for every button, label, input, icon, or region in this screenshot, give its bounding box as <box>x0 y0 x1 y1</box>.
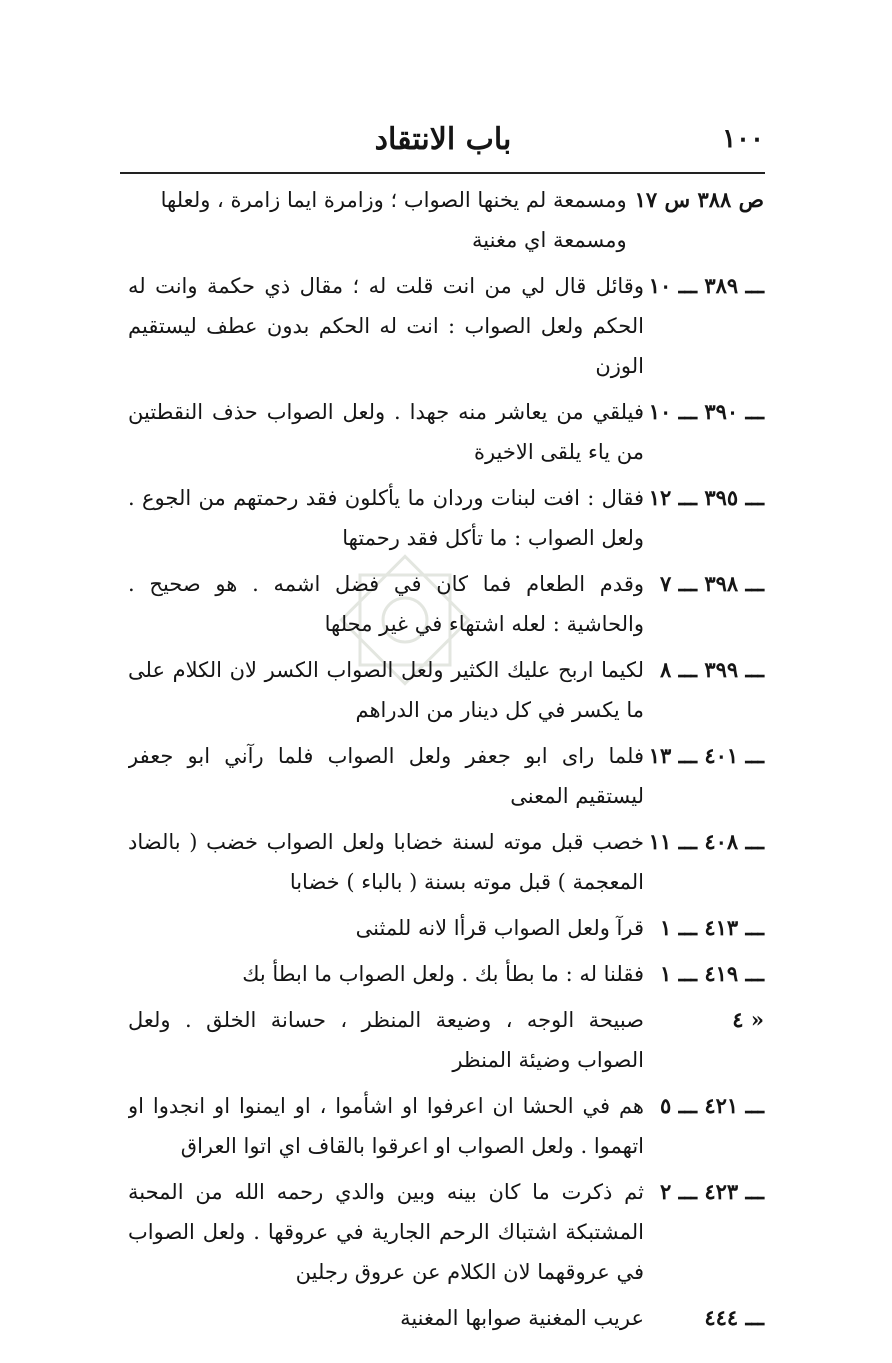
correction-entry <box>128 1172 764 1292</box>
correction-entry <box>128 478 764 558</box>
entry-reference: ـــ ٤٢١ ـــ ٥ <box>660 1093 764 1118</box>
entry-reference: ـــ ٣٩٨ ـــ ٧ <box>660 571 764 596</box>
entry-text: هم في الحشا ان اعرفوا او اشأموا ، او ايمنوا او انجدوا او اتهموا . ولعل الصواب او اعرقوا بالقاف اي اتوا العراق <box>128 1094 644 1158</box>
correction-entry <box>128 1298 764 1338</box>
entry-text: لكيما اربح عليك الكثير ولعل الصواب الكسر لان الكلام على ما يكسر في كل دينار من الدراهم <box>128 658 644 722</box>
corrections-list <box>128 180 764 1344</box>
entry-reference: ـــ ٤١٣ ـــ ١ <box>660 915 764 940</box>
correction-entry <box>128 564 764 644</box>
page-number: ١٠٠ <box>722 124 764 154</box>
entry-reference: ـــ ٤٠٨ ـــ ١١ <box>648 829 764 854</box>
correction-entry <box>128 650 764 730</box>
correction-entry <box>128 736 764 816</box>
entry-text: فقال : افت لبنات وردان ما يأكلون فقد رحمتهم من الجوع . ولعل الصواب : ما تأكل فقد رحمتها <box>128 486 644 550</box>
correction-entry <box>128 392 764 472</box>
entry-text: فقلنا له : ما بطأ بك . ولعل الصواب ما ابطأ بك <box>242 962 644 986</box>
correction-entry <box>128 1000 764 1080</box>
running-title: باب الانتقاد <box>374 122 512 157</box>
entry-reference: ص ٣٨٨ س ١٧ <box>634 187 764 212</box>
page-header <box>122 118 764 168</box>
entry-reference: ـــ ٣٨٩ ـــ ١٠ <box>648 273 764 298</box>
correction-entry <box>128 822 764 902</box>
entry-text: قرآ ولعل الصواب قرأا لانه للمثنى <box>355 916 644 940</box>
entry-reference: ـــ ٤٢٣ ـــ ٢ <box>660 1179 764 1204</box>
entry-text: عريب المغنية صوابها المغنية <box>400 1306 644 1330</box>
entry-text: ومسمعة لم يخنها الصواب ؛ وزامرة ايما زامرة ، ولعلها ومسمعة اي مغنية <box>160 188 627 252</box>
correction-entry <box>128 908 764 948</box>
correction-entry <box>128 266 764 386</box>
entry-text: فيلقي من يعاشر منه جهدا . ولعل الصواب حذف النقطتين من ياء يلقى الاخيرة <box>128 400 644 464</box>
entry-text: وقدم الطعام فما كان في فضل اشمه . هو صحيح . والحاشية : لعله اشتهاء في غير محلها <box>128 572 644 636</box>
entry-reference: ـــ ٣٩٥ ـــ ١٢ <box>648 485 764 510</box>
correction-entry <box>128 954 764 994</box>
entry-reference: ـــ ٤١٩ ـــ ١ <box>660 961 764 986</box>
correction-entry <box>128 1086 764 1166</box>
entry-reference: ـــ ٣٩٩ ـــ ٨ <box>660 657 764 682</box>
entry-reference: ـــ ٤٠١ ـــ ١٣ <box>648 743 764 768</box>
header-rule <box>120 172 765 174</box>
entry-text: وقائل قال لي من انت قلت له ؛ مقال ذي حكمة وانت له الحكم ولعل الصواب : انت له الحكم بدون عطف ليستقيم الوزن <box>128 274 644 378</box>
correction-entry <box>128 180 764 260</box>
entry-reference: ـــ ٣٩٠ ـــ ١٠ <box>648 399 764 424</box>
entry-text: صبيحة الوجه ، وضيعة المنظر ، حسانة الخلق . ولعل الصواب وضيئة المنظر <box>128 1008 644 1072</box>
entry-text: فلما راى ابو جعفر ولعل الصواب فلما رآني ابو جعفر ليستقيم المعنى <box>128 744 644 808</box>
entry-text: ثم ذكرت ما كان بينه وبين والدي رحمه الله من المحبة المشتبكة اشتباك الرحم الجارية في عروقها . ولعل الصواب في عروقهما لان الكلام عن عروق رجلين <box>128 1180 644 1284</box>
entry-reference: ـــ ٤٤٤ <box>704 1305 764 1330</box>
entry-text: خصب قبل موته لسنة خضابا ولعل الصواب خضب ( بالضاد المعجمة ) قبل موته بسنة ( بالباء ) خضابا <box>128 830 644 894</box>
entry-reference: « ٤ <box>732 1007 764 1032</box>
